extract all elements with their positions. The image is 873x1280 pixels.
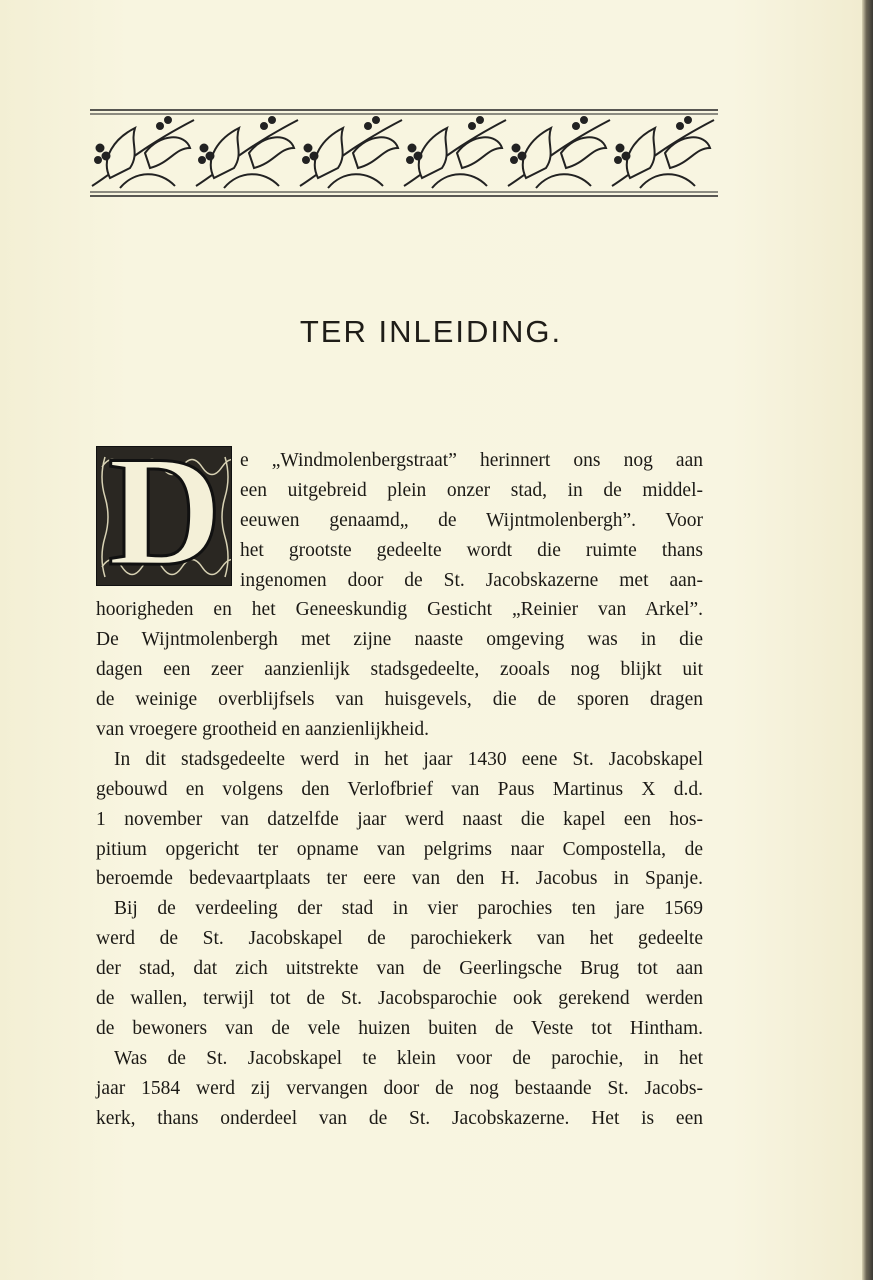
paragraph — [96, 1044, 703, 1134]
text-line: pitium opgericht ter opname van pelgrims naar Compostella, de — [96, 838, 703, 860]
text-line: De Wijntmolenbergh met zijne naaste omgeving was in die — [96, 629, 703, 651]
text-line: Was de St. Jacobskapel te klein voor de parochie, in het — [114, 1047, 703, 1069]
text-line: werd de St. Jacobskapel de parochiekerk van het gedeelte — [96, 928, 703, 950]
text-line: beroemde bedevaartplaats ter eere van den H. Jacobus in Spanje. — [96, 868, 703, 890]
text-line: jaar 1584 werd zij vervangen door de nog bestaande St. Jacobs- — [96, 1077, 703, 1099]
body-text — [96, 446, 703, 1133]
text-line: eeuwen genaamd„ de Wijntmolenbergh”. Voor — [240, 509, 703, 531]
drop-cap-letter: D — [107, 446, 223, 586]
text-line: ingenomen door de St. Jacobskazerne met aan- — [240, 569, 703, 591]
text-line: de wallen, terwijl tot de St. Jacobsparochie ook gerekend werden — [96, 988, 703, 1010]
text-line: hoorigheden en het Geneeskundig Gesticht „Reinier van Arkel”. — [96, 599, 703, 621]
paragraph — [96, 446, 703, 745]
text-line: van vroegere grootheid en aanzienlijkheid. — [96, 719, 429, 741]
text-line: kerk, thans onderdeel van de St. Jacobskazerne. Het is een — [96, 1107, 703, 1129]
text-line: 1 november van datzelfde jaar werd naast die kapel een hos- — [96, 808, 703, 830]
text-line: het grootste gedeelte wordt die ruimte thans — [240, 539, 703, 561]
text-line: e „Windmolenbergstraat” herinnert ons nog aan — [240, 450, 703, 471]
text-line: der stad, dat zich uitstrekte van de Geerlingsche Brug tot aan — [96, 958, 703, 980]
text-line: een uitgebreid plein onzer stad, in de middel- — [240, 479, 703, 501]
paragraph — [96, 894, 703, 1043]
text-line: Bij de verdeeling der stad in vier parochies ten jare 1569 — [114, 898, 703, 920]
page-edge — [862, 0, 873, 1280]
text-line: de bewoners van de vele huizen buiten de Veste tot Hintham. — [96, 1017, 703, 1039]
chapter-title: TER INLEIDING. — [299, 314, 563, 349]
text-line: dagen een zeer aanzienlijk stadsgedeelte, zooals nog blijkt uit — [96, 659, 703, 681]
paragraph — [96, 745, 703, 894]
text-line: de weinige overblijfsels van huisgevels, die de sporen dragen — [96, 689, 703, 711]
text-line: gebouwd en volgens den Verlofbrief van Paus Martinus X d.d. — [96, 778, 703, 800]
text-line: In dit stadsgedeelte werd in het jaar 1430 eene St. Jacobskapel — [114, 748, 703, 770]
floral-border-ornament — [90, 108, 718, 198]
